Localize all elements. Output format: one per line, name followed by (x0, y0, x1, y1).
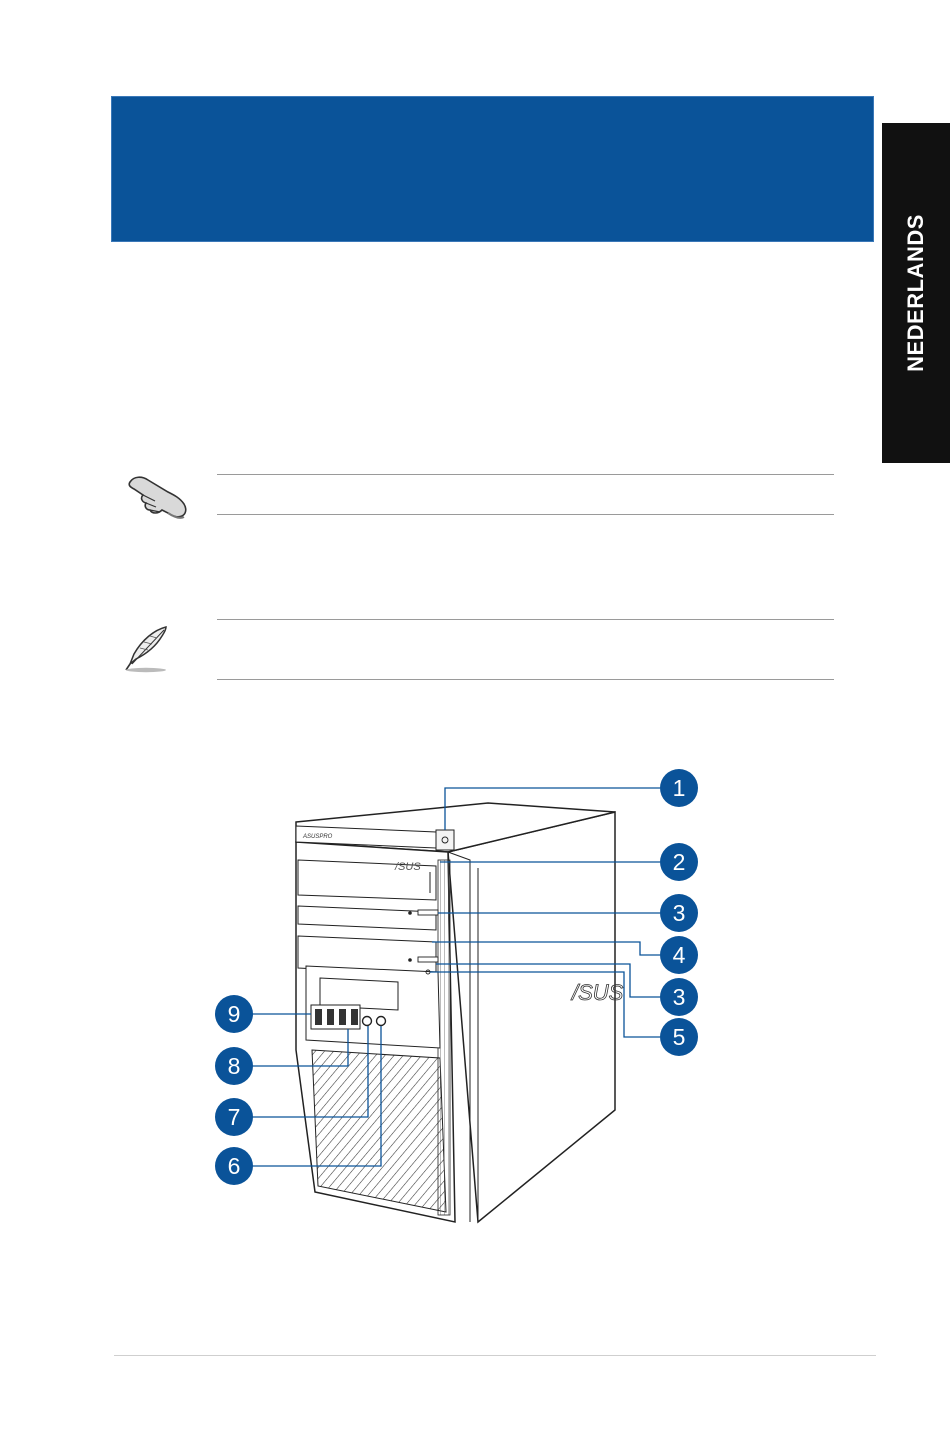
note-rule-top (217, 474, 834, 475)
callout-2-number: 2 (672, 849, 686, 875)
callout-4-number: 4 (672, 942, 686, 968)
callout-1 (660, 769, 698, 807)
hand-icon (124, 472, 190, 522)
language-label: NEDERLANDS (903, 214, 928, 372)
callout-1-number: 1 (672, 775, 686, 801)
callout-9 (215, 995, 253, 1033)
callout-3a-number: 3 (672, 900, 686, 926)
callout-2 (660, 843, 698, 881)
callout-7 (215, 1098, 253, 1136)
callout-6 (215, 1147, 253, 1185)
svg-text:ASUSPRO: ASUSPRO (303, 834, 333, 840)
callout-9-number: 9 (227, 1001, 241, 1027)
svg-text:/SUS: /SUS (572, 980, 624, 1005)
callout-7-number: 7 (227, 1104, 241, 1130)
note-rule-bottom (217, 514, 834, 515)
pc-front-panel-figure (200, 760, 720, 1240)
svg-text:/SUS: /SUS (395, 861, 421, 873)
language-tab (882, 123, 950, 463)
tip-rule-top (217, 619, 834, 620)
quill-pen-icon (120, 624, 172, 674)
pc-tower-illustration (200, 760, 720, 1240)
callout-3a (660, 894, 698, 932)
callout-3b-number: 3 (672, 984, 686, 1010)
callout-6-number: 6 (227, 1153, 241, 1179)
footer-rule (114, 1355, 876, 1356)
callout-5-number: 5 (672, 1024, 686, 1050)
callout-8 (215, 1047, 253, 1085)
callout-8-number: 8 (227, 1053, 241, 1079)
header-banner (111, 96, 874, 242)
callout-3b (660, 978, 698, 1016)
callout-5 (660, 1018, 698, 1056)
tip-rule-bottom (217, 679, 834, 680)
callout-4 (660, 936, 698, 974)
